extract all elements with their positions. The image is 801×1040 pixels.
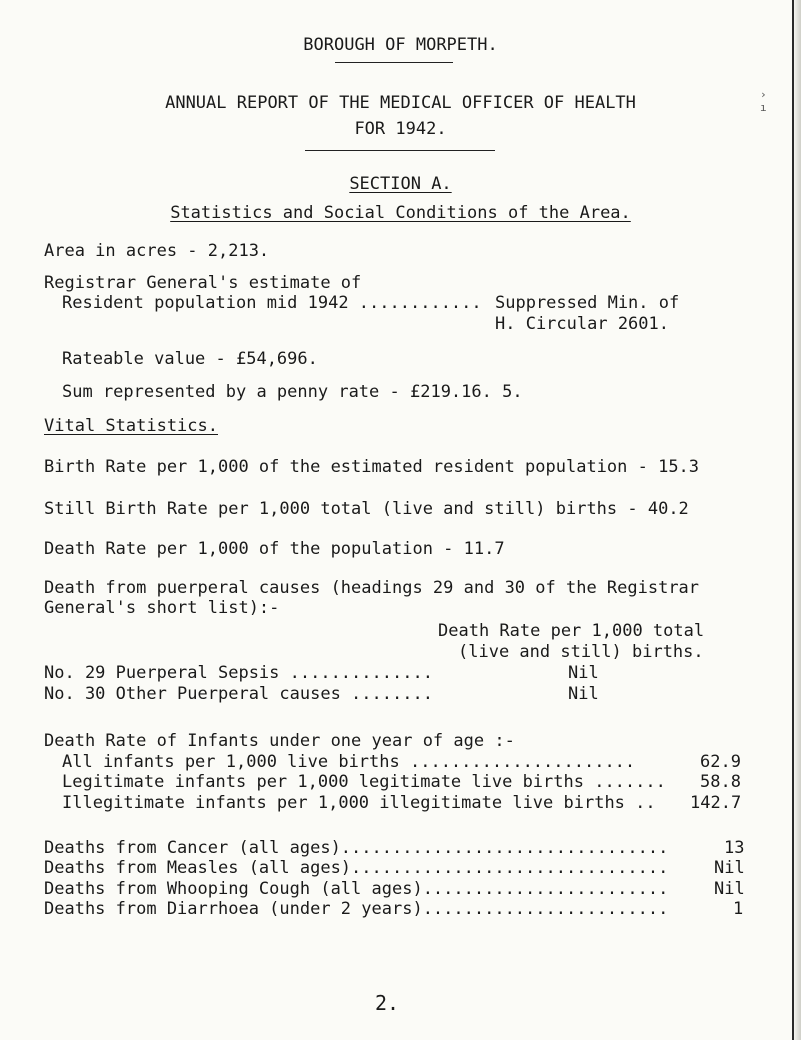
page-edge-line [792,0,794,1040]
deaths-row-label: Deaths from Diarrhoea (under 2 years)........................ [44,899,669,919]
deaths-row-label: Deaths from Cancer (all ages)................................ [44,838,669,858]
deaths-row-value: 1 [733,899,744,919]
puerperal-row-value: Nil [568,684,599,704]
population-value-2: H. Circular 2601. [495,314,669,334]
population-value-1: Suppressed Min. of [495,293,680,313]
puerperal-row-value: Nil [568,663,599,683]
puerperal-column-head-1: Death Rate per 1,000 total [438,621,705,641]
report-title: ANNUAL REPORT OF THE MEDICAL OFFICER OF HEALTH [165,93,636,113]
deaths-row-value: Nil [714,858,745,878]
infant-row-value: 62.9 [700,752,741,772]
infant-row-label: Illegitimate infants per 1,000 illegitimate live births .. [62,793,656,813]
rateable-value: Rateable value - £54,696. [62,349,318,369]
population-label-1: Registrar General's estimate of [44,273,362,293]
penny-rate: Sum represented by a penny rate - £219.16. 5. [62,382,523,402]
area-line: Area in acres - 2,213. [44,241,270,261]
section-label: SECTION A. [349,174,452,194]
puerperal-intro-2: General's short list):- [44,598,280,618]
infant-death-heading: Death Rate of Infants under one year of age :- [44,731,515,751]
still-birth-rate: Still Birth Rate per 1,000 total (live and still) births - 40.2 [44,499,689,519]
puerperal-row-label: No. 29 Puerperal Sepsis .............. [44,663,433,683]
deaths-row-value: Nil [714,879,745,899]
puerperal-row-label: No. 30 Other Puerperal causes ........ [44,684,433,704]
birth-rate: Birth Rate per 1,000 of the estimated resident population - 15.3 [44,457,700,477]
section-heading: Statistics and Social Conditions of the Area. [170,203,631,223]
page-edge-shadow [793,0,801,1040]
deaths-row-label: Deaths from Measles (all ages)............................... [44,858,669,878]
margin-mark: › ı [760,88,767,114]
death-rate: Death Rate per 1,000 of the population - 11.7 [44,539,505,559]
deaths-row-label: Deaths from Whooping Cough (all ages)........................ [44,879,669,899]
puerperal-intro-1: Death from puerperal causes (headings 29 and 30 of the Registrar [44,578,700,598]
infant-row-label: All infants per 1,000 live births ...................... [62,752,636,772]
page-number: 2. [375,991,400,1015]
infant-row-label: Legitimate infants per 1,000 legitimate live births ....... [62,772,666,792]
deaths-row-value: 13 [724,838,745,858]
report-title-rule [305,150,495,151]
vital-statistics-heading: Vital Statistics. [44,416,218,436]
borough-title-rule [335,62,453,63]
report-year: FOR 1942. [354,119,447,139]
infant-row-value: 142.7 [690,793,742,813]
puerperal-column-head-2: (live and still) births. [458,642,704,662]
population-label-2: Resident population mid 1942 ............ [62,293,482,313]
borough-title: BOROUGH OF MORPETH. [303,35,498,55]
infant-row-value: 58.8 [700,772,741,792]
